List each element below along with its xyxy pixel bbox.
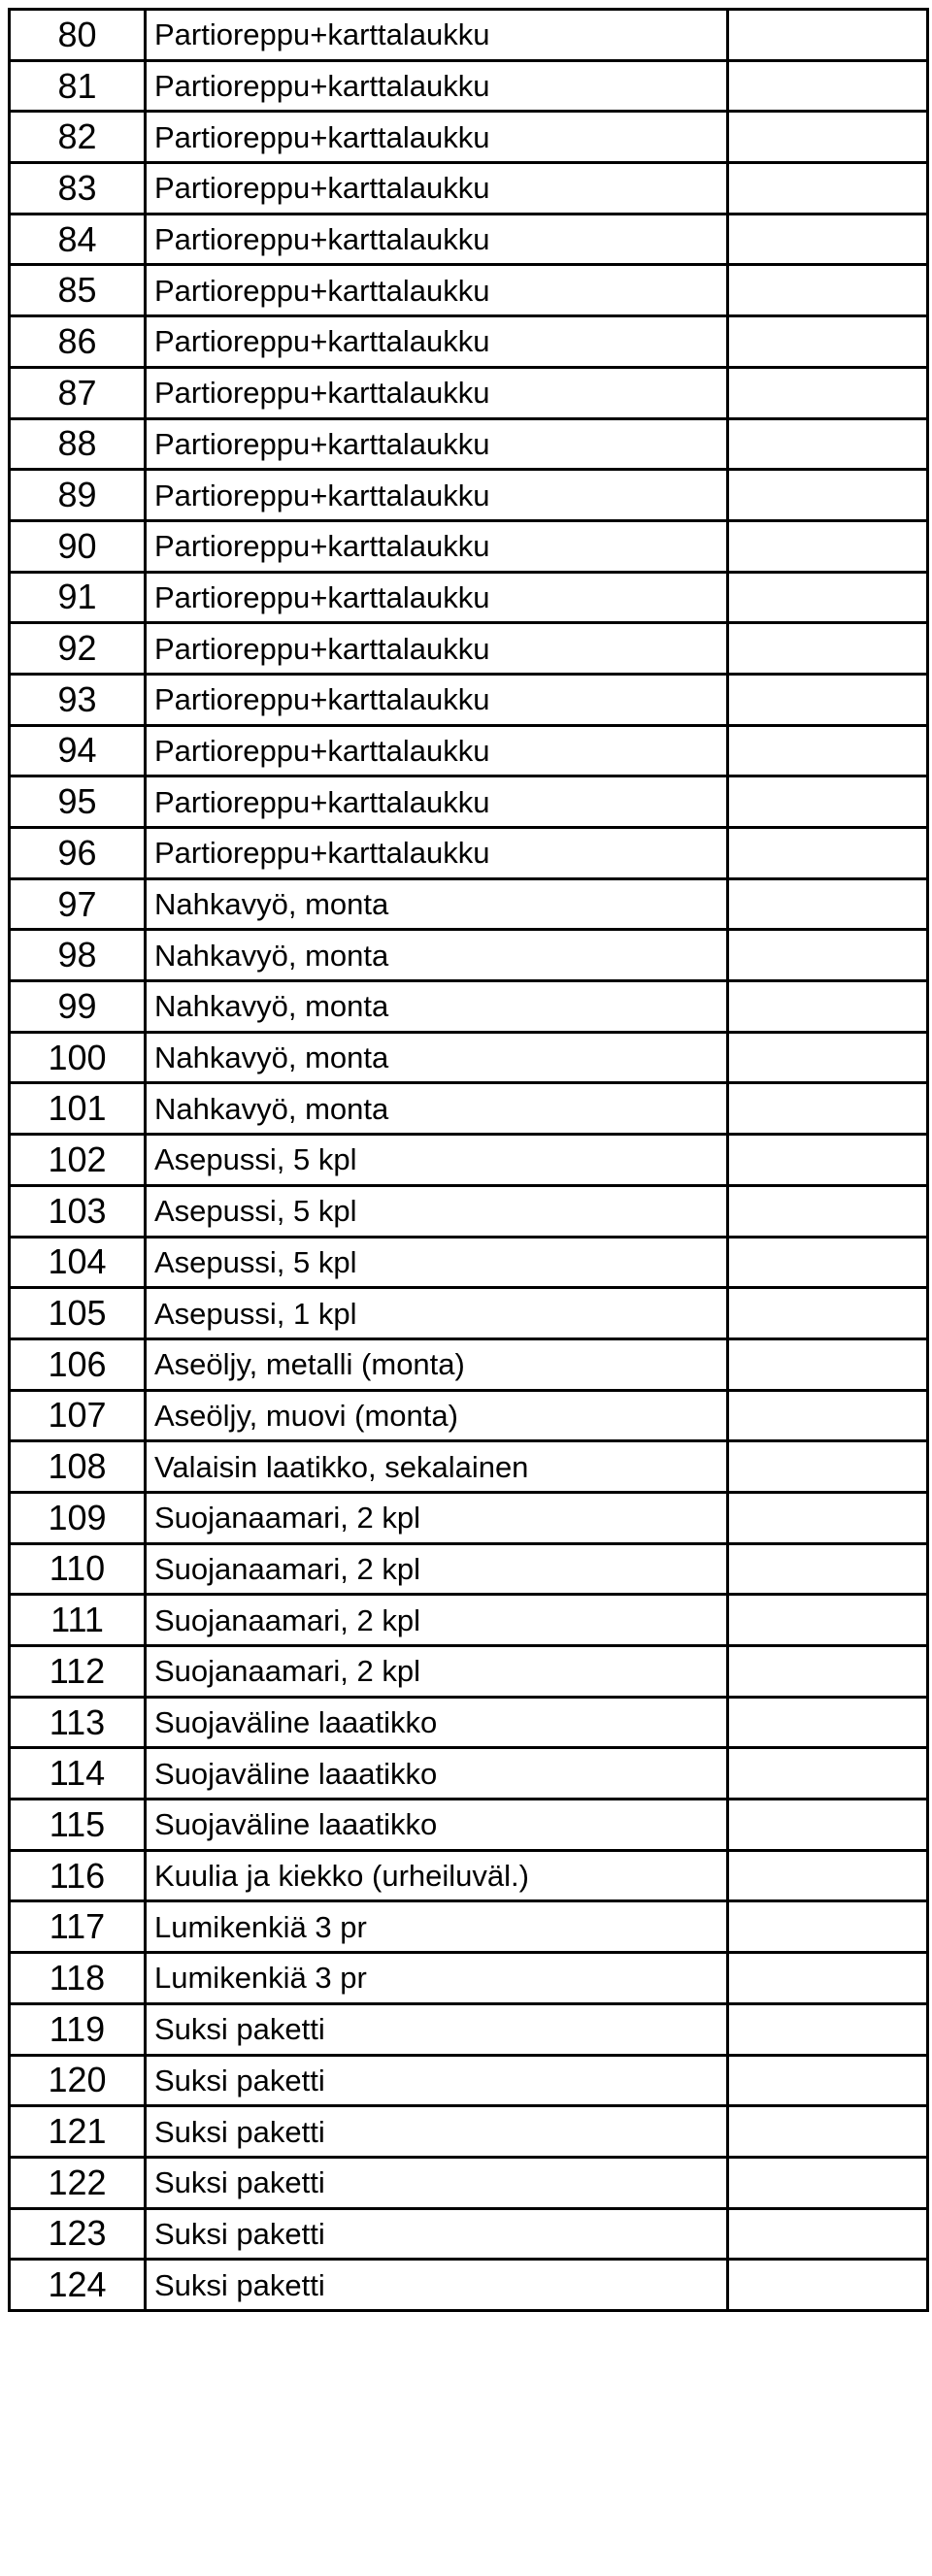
row-number-cell: 94 [10, 725, 146, 776]
empty-cell [728, 163, 928, 215]
table-row [10, 214, 928, 265]
row-number-cell: 107 [10, 1390, 146, 1441]
table-row [10, 112, 928, 163]
empty-cell [728, 1800, 928, 1851]
row-number-cell: 124 [10, 2260, 146, 2311]
empty-cell [728, 1185, 928, 1237]
item-description-cell: Nahkavyö, monta [146, 930, 728, 981]
table-row [10, 10, 928, 61]
table-row [10, 1543, 928, 1595]
row-number-cell: 92 [10, 623, 146, 675]
empty-cell [728, 1901, 928, 1953]
empty-cell [728, 60, 928, 112]
row-number-cell: 97 [10, 878, 146, 930]
item-description-cell: Kuulia ja kiekko (urheiluväl.) [146, 1850, 728, 1901]
inventory-sheet [8, 8, 926, 2312]
empty-cell [728, 367, 928, 418]
item-description-cell: Suojaväline laaatikko [146, 1748, 728, 1800]
item-description-cell: Partioreppu+karttalaukku [146, 470, 728, 521]
table-row [10, 2260, 928, 2311]
empty-cell [728, 2208, 928, 2260]
row-number-cell: 86 [10, 316, 146, 368]
row-number-cell: 88 [10, 418, 146, 470]
table-row [10, 367, 928, 418]
table-row [10, 2055, 928, 2106]
item-description-cell: Aseöljy, muovi (monta) [146, 1390, 728, 1441]
empty-cell [728, 2003, 928, 2055]
row-number-cell: 115 [10, 1800, 146, 1851]
row-number-cell: 84 [10, 214, 146, 265]
item-description-cell: Suksi paketti [146, 2260, 728, 2311]
row-number-cell: 90 [10, 520, 146, 572]
row-number-cell: 112 [10, 1646, 146, 1698]
item-description-cell: Partioreppu+karttalaukku [146, 367, 728, 418]
item-description-cell: Valaisin laatikko, sekalainen [146, 1441, 728, 1493]
row-number-cell: 116 [10, 1850, 146, 1901]
item-description-cell: Nahkavyö, monta [146, 1083, 728, 1135]
item-description-cell: Partioreppu+karttalaukku [146, 725, 728, 776]
table-row [10, 1953, 928, 2004]
table-row [10, 1390, 928, 1441]
row-number-cell: 108 [10, 1441, 146, 1493]
row-number-cell: 117 [10, 1901, 146, 1953]
item-description-cell: Partioreppu+karttalaukku [146, 674, 728, 725]
row-number-cell: 98 [10, 930, 146, 981]
empty-cell [728, 112, 928, 163]
empty-cell [728, 725, 928, 776]
empty-cell [728, 828, 928, 879]
empty-cell [728, 1543, 928, 1595]
empty-cell [728, 10, 928, 61]
item-description-cell: Partioreppu+karttalaukku [146, 60, 728, 112]
table-row [10, 572, 928, 623]
item-description-cell: Suojanaamari, 2 kpl [146, 1595, 728, 1646]
empty-cell [728, 1390, 928, 1441]
row-number-cell: 118 [10, 1953, 146, 2004]
table-row [10, 1748, 928, 1800]
empty-cell [728, 470, 928, 521]
row-number-cell: 100 [10, 1032, 146, 1083]
row-number-cell: 109 [10, 1492, 146, 1543]
row-number-cell: 101 [10, 1083, 146, 1135]
empty-cell [728, 674, 928, 725]
table-row [10, 2157, 928, 2208]
item-description-cell: Partioreppu+karttalaukku [146, 163, 728, 215]
row-number-cell: 121 [10, 2106, 146, 2158]
item-description-cell: Suojanaamari, 2 kpl [146, 1646, 728, 1698]
empty-cell [728, 930, 928, 981]
table-row [10, 1800, 928, 1851]
table-row [10, 418, 928, 470]
row-number-cell: 83 [10, 163, 146, 215]
item-description-cell: Lumikenkiä 3 pr [146, 1953, 728, 2004]
table-row [10, 1595, 928, 1646]
row-number-cell: 104 [10, 1237, 146, 1288]
empty-cell [728, 2157, 928, 2208]
item-description-cell: Asepussi, 5 kpl [146, 1237, 728, 1288]
empty-cell [728, 520, 928, 572]
table-row [10, 1135, 928, 1186]
empty-cell [728, 316, 928, 368]
row-number-cell: 103 [10, 1185, 146, 1237]
table-row [10, 265, 928, 316]
empty-cell [728, 1135, 928, 1186]
item-description-cell: Suksi paketti [146, 2106, 728, 2158]
empty-cell [728, 265, 928, 316]
row-number-cell: 114 [10, 1748, 146, 1800]
row-number-cell: 123 [10, 2208, 146, 2260]
item-description-cell: Suksi paketti [146, 2208, 728, 2260]
table-row [10, 1850, 928, 1901]
empty-cell [728, 1492, 928, 1543]
row-number-cell: 93 [10, 674, 146, 725]
table-row [10, 2106, 928, 2158]
item-description-cell: Partioreppu+karttalaukku [146, 828, 728, 879]
row-number-cell: 91 [10, 572, 146, 623]
row-number-cell: 105 [10, 1288, 146, 1339]
empty-cell [728, 572, 928, 623]
row-number-cell: 102 [10, 1135, 146, 1186]
item-description-cell: Nahkavyö, monta [146, 878, 728, 930]
empty-cell [728, 1288, 928, 1339]
empty-cell [728, 1953, 928, 2004]
row-number-cell: 85 [10, 265, 146, 316]
row-number-cell: 82 [10, 112, 146, 163]
item-description-cell: Asepussi, 5 kpl [146, 1135, 728, 1186]
empty-cell [728, 1595, 928, 1646]
table-row [10, 828, 928, 879]
empty-cell [728, 2106, 928, 2158]
item-description-cell: Asepussi, 5 kpl [146, 1185, 728, 1237]
item-description-cell: Suojaväline laaatikko [146, 1800, 728, 1851]
item-description-cell: Partioreppu+karttalaukku [146, 316, 728, 368]
row-number-cell: 122 [10, 2157, 146, 2208]
item-description-cell: Partioreppu+karttalaukku [146, 265, 728, 316]
table-row [10, 674, 928, 725]
row-number-cell: 95 [10, 776, 146, 828]
empty-cell [728, 1441, 928, 1493]
table-row [10, 1237, 928, 1288]
table-row [10, 725, 928, 776]
empty-cell [728, 878, 928, 930]
row-number-cell: 99 [10, 981, 146, 1033]
table-row [10, 520, 928, 572]
empty-cell [728, 214, 928, 265]
item-description-cell: Lumikenkiä 3 pr [146, 1901, 728, 1953]
empty-cell [728, 1338, 928, 1390]
empty-cell [728, 2055, 928, 2106]
row-number-cell: 119 [10, 2003, 146, 2055]
item-description-cell: Partioreppu+karttalaukku [146, 214, 728, 265]
empty-cell [728, 1032, 928, 1083]
item-description-cell: Partioreppu+karttalaukku [146, 418, 728, 470]
table-row [10, 470, 928, 521]
row-number-cell: 81 [10, 60, 146, 112]
empty-cell [728, 1850, 928, 1901]
item-description-cell: Partioreppu+karttalaukku [146, 520, 728, 572]
row-number-cell: 111 [10, 1595, 146, 1646]
empty-cell [728, 1237, 928, 1288]
table-row [10, 878, 928, 930]
table-row [10, 60, 928, 112]
item-description-cell: Partioreppu+karttalaukku [146, 10, 728, 61]
table-row [10, 316, 928, 368]
empty-cell [728, 1646, 928, 1698]
item-description-cell: Asepussi, 1 kpl [146, 1288, 728, 1339]
table-row [10, 163, 928, 215]
table-row [10, 2208, 928, 2260]
row-number-cell: 120 [10, 2055, 146, 2106]
empty-cell [728, 1748, 928, 1800]
table-row [10, 2003, 928, 2055]
table-row [10, 1185, 928, 1237]
table-row [10, 1032, 928, 1083]
item-description-cell: Partioreppu+karttalaukku [146, 776, 728, 828]
table-row [10, 930, 928, 981]
table-row [10, 776, 928, 828]
item-description-cell: Suojanaamari, 2 kpl [146, 1543, 728, 1595]
table-row [10, 1338, 928, 1390]
row-number-cell: 113 [10, 1697, 146, 1748]
inventory-table-body [10, 10, 928, 2311]
empty-cell [728, 1083, 928, 1135]
row-number-cell: 96 [10, 828, 146, 879]
table-row [10, 981, 928, 1033]
item-description-cell: Suksi paketti [146, 2157, 728, 2208]
item-description-cell: Partioreppu+karttalaukku [146, 623, 728, 675]
table-row [10, 1492, 928, 1543]
item-description-cell: Suksi paketti [146, 2055, 728, 2106]
empty-cell [728, 776, 928, 828]
item-description-cell: Partioreppu+karttalaukku [146, 112, 728, 163]
table-row [10, 1288, 928, 1339]
inventory-table [8, 8, 929, 2312]
item-description-cell: Suojaväline laaatikko [146, 1697, 728, 1748]
table-row [10, 1697, 928, 1748]
item-description-cell: Suojanaamari, 2 kpl [146, 1492, 728, 1543]
row-number-cell: 106 [10, 1338, 146, 1390]
empty-cell [728, 981, 928, 1033]
table-row [10, 1083, 928, 1135]
row-number-cell: 89 [10, 470, 146, 521]
empty-cell [728, 623, 928, 675]
empty-cell [728, 1697, 928, 1748]
table-row [10, 623, 928, 675]
item-description-cell: Suksi paketti [146, 2003, 728, 2055]
table-row [10, 1646, 928, 1698]
item-description-cell: Nahkavyö, monta [146, 1032, 728, 1083]
row-number-cell: 80 [10, 10, 146, 61]
empty-cell [728, 2260, 928, 2311]
table-row [10, 1901, 928, 1953]
item-description-cell: Partioreppu+karttalaukku [146, 572, 728, 623]
row-number-cell: 110 [10, 1543, 146, 1595]
empty-cell [728, 418, 928, 470]
item-description-cell: Aseöljy, metalli (monta) [146, 1338, 728, 1390]
item-description-cell: Nahkavyö, monta [146, 981, 728, 1033]
table-row [10, 1441, 928, 1493]
row-number-cell: 87 [10, 367, 146, 418]
